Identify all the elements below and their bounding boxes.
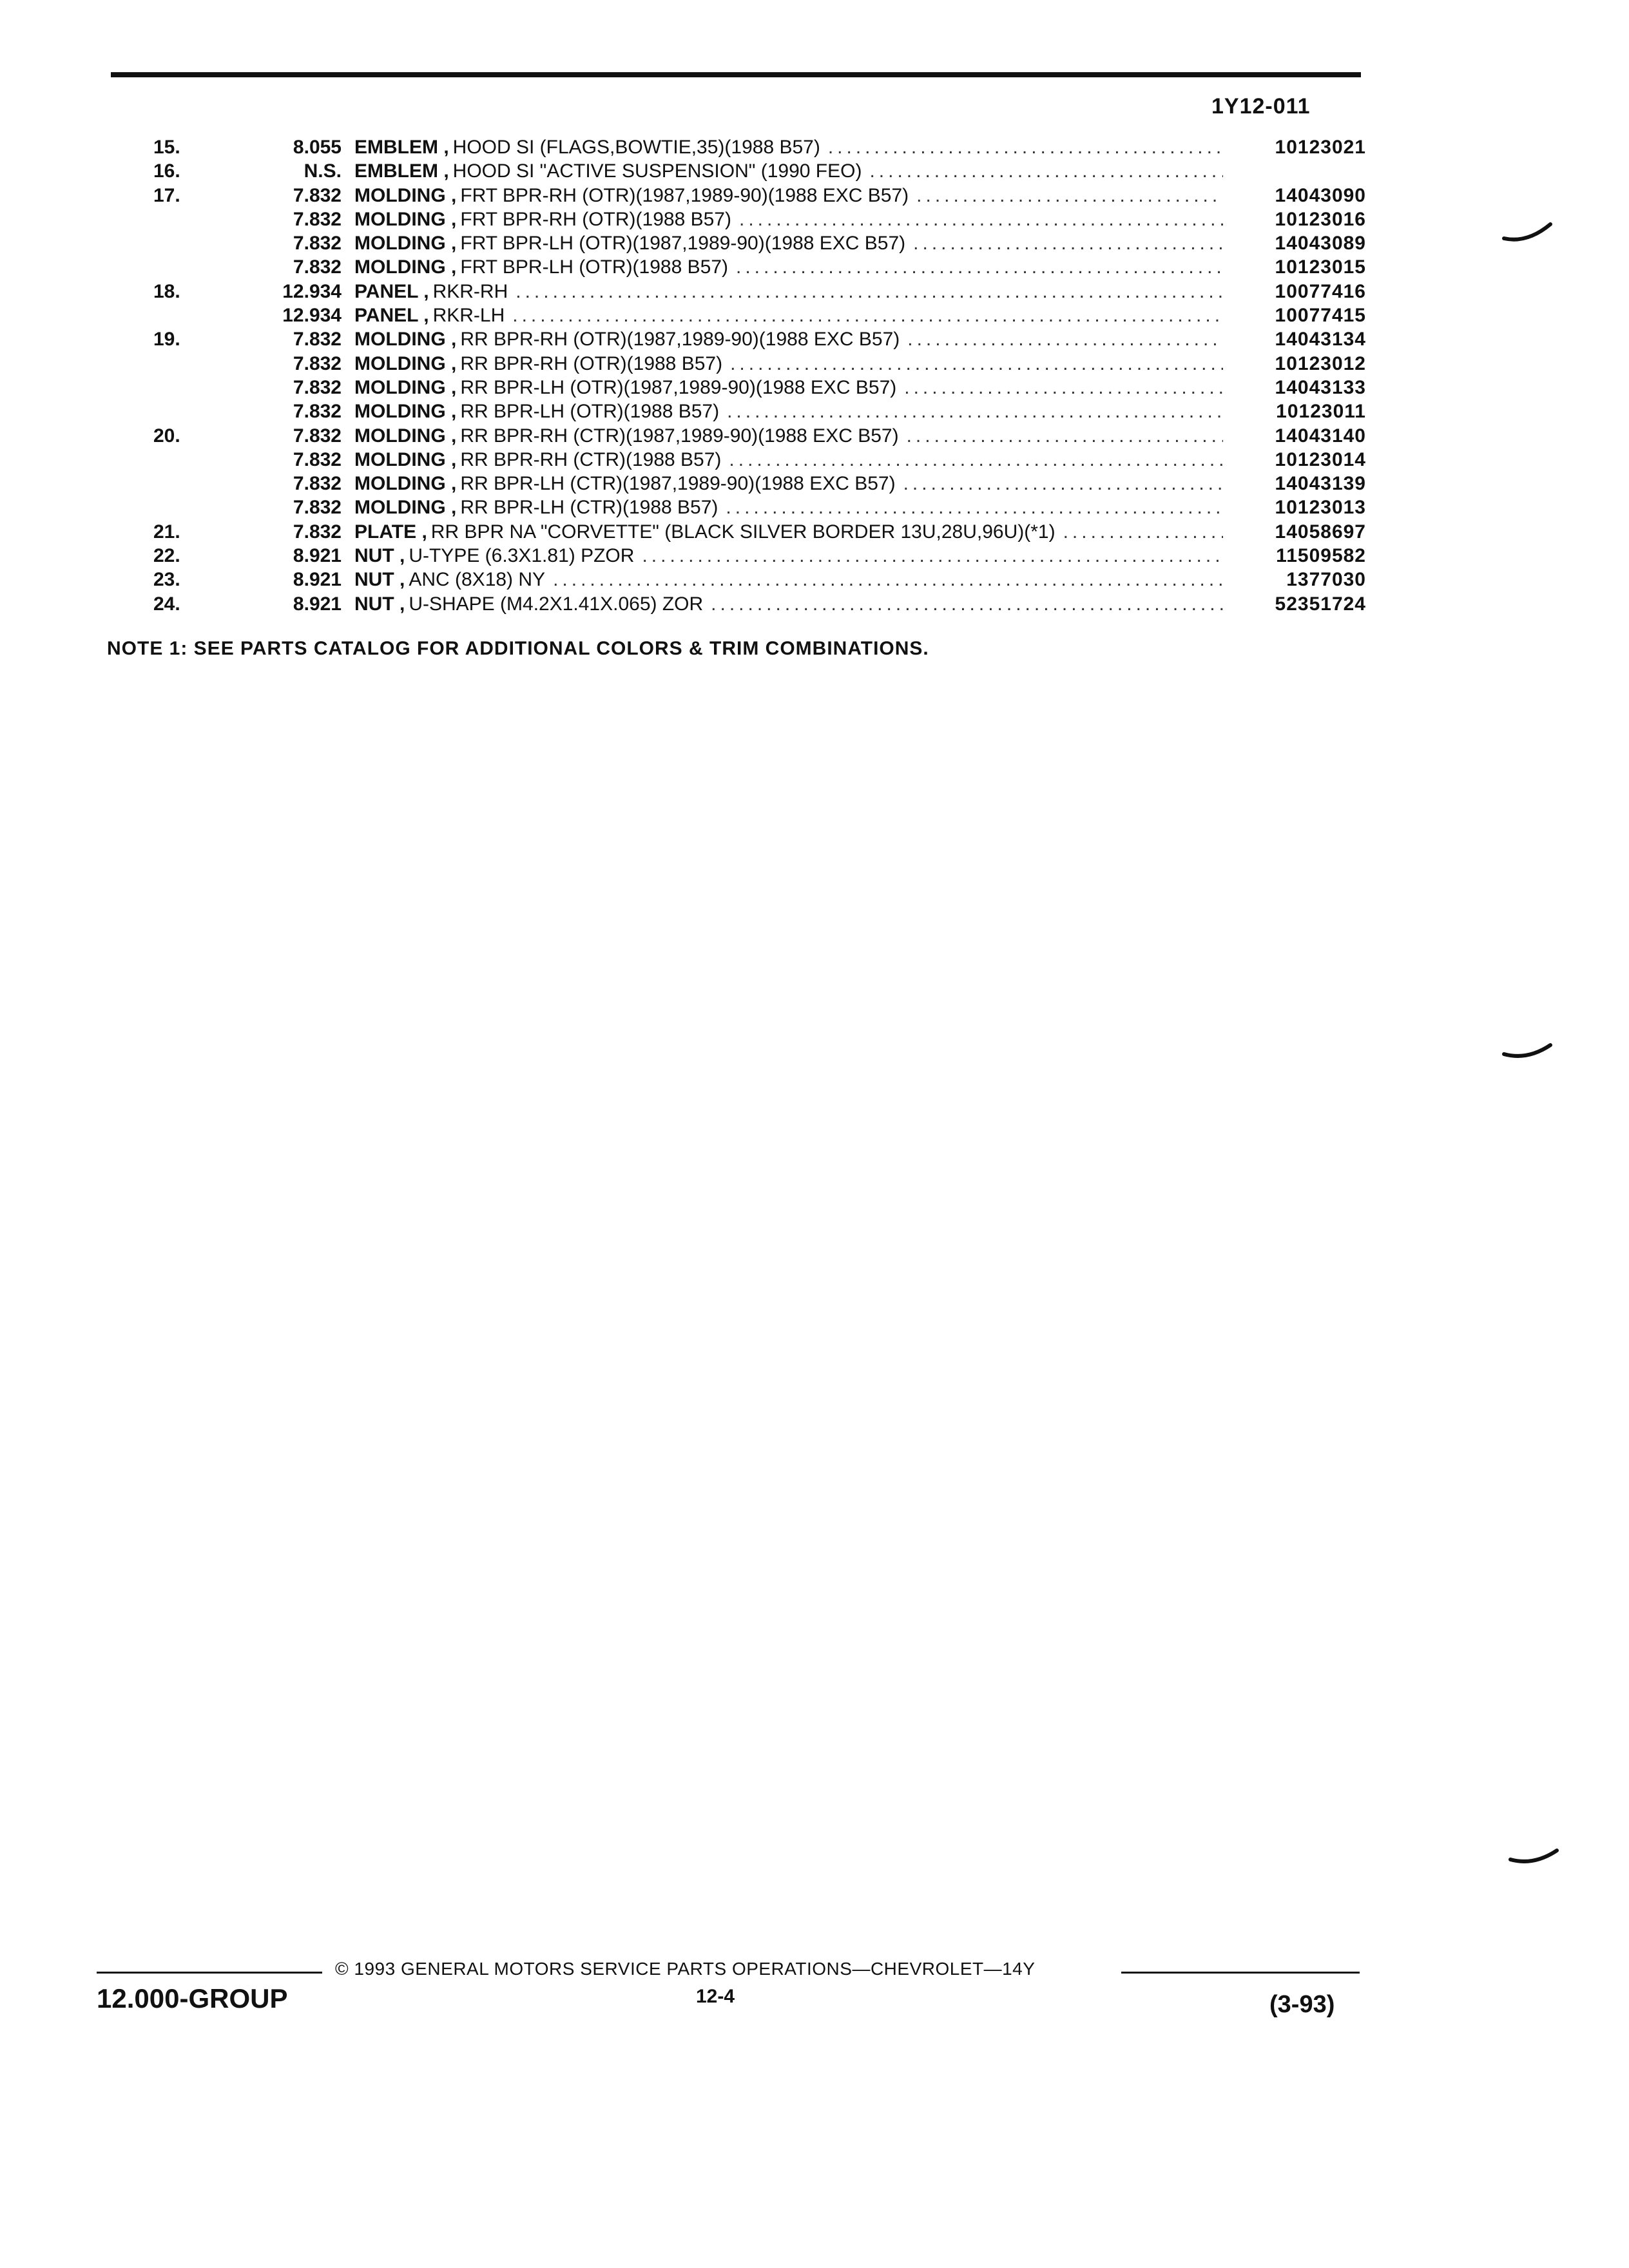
group-number: 7.832 bbox=[293, 208, 342, 230]
group-number: 7.832 bbox=[293, 473, 342, 495]
part-description bbox=[354, 303, 1231, 327]
group-number: 7.832 bbox=[293, 352, 342, 374]
dot-leader bbox=[869, 159, 1223, 183]
part-number: 14058697 bbox=[1275, 521, 1366, 543]
part-detail: RR BPR-RH (OTR)(1987,1989-90)(1988 EXC B57) bbox=[460, 329, 900, 351]
parts-row bbox=[103, 495, 1366, 519]
part-description bbox=[354, 399, 1231, 423]
part-detail: FRT BPR-RH (OTR)(1988 B57) bbox=[460, 208, 731, 230]
part-description bbox=[354, 472, 1231, 495]
dot-leader bbox=[553, 568, 1223, 591]
parts-list bbox=[103, 135, 1366, 616]
parts-row bbox=[103, 544, 1366, 568]
footer-rule-right bbox=[1121, 1972, 1360, 1974]
parts-row bbox=[103, 352, 1366, 376]
item-number: 18. bbox=[153, 280, 180, 302]
top-rule bbox=[111, 72, 1361, 77]
parts-row bbox=[103, 520, 1366, 544]
part-noun: MOLDING , bbox=[354, 256, 457, 278]
parts-row bbox=[103, 135, 1366, 159]
group-number: 7.832 bbox=[293, 329, 342, 351]
dot-leader bbox=[729, 448, 1223, 472]
group-number: 8.921 bbox=[293, 593, 342, 615]
part-detail: U-TYPE (6.3X1.81) PZOR bbox=[409, 545, 635, 567]
item-number: 17. bbox=[153, 184, 180, 206]
part-noun: MOLDING , bbox=[354, 401, 457, 423]
part-number: 14043089 bbox=[1275, 233, 1366, 255]
part-number: 10077415 bbox=[1275, 305, 1366, 327]
parts-row bbox=[103, 424, 1366, 448]
part-detail: RR BPR-LH (CTR)(1988 B57) bbox=[460, 497, 718, 519]
group-number: 8.055 bbox=[293, 137, 342, 158]
parts-row bbox=[103, 159, 1366, 183]
part-number: 10123013 bbox=[1275, 497, 1366, 519]
parts-row bbox=[103, 399, 1366, 423]
part-noun: MOLDING , bbox=[354, 233, 457, 255]
item-number: 24. bbox=[153, 593, 180, 615]
part-description bbox=[354, 327, 1231, 351]
part-detail: RR BPR-RH (CTR)(1987,1989-90)(1988 EXC B57) bbox=[460, 425, 899, 447]
part-noun: PLATE , bbox=[354, 521, 427, 543]
part-description bbox=[354, 495, 1231, 519]
parts-row bbox=[103, 376, 1366, 399]
catalog-code: 1Y12-011 bbox=[1211, 94, 1311, 119]
part-number: 10123021 bbox=[1275, 137, 1366, 158]
part-description bbox=[354, 255, 1231, 279]
group-number: 7.832 bbox=[293, 401, 342, 423]
part-detail: FRT BPR-RH (OTR)(1987,1989-90)(1988 EXC B57) bbox=[460, 184, 909, 206]
parts-row bbox=[103, 568, 1366, 591]
part-noun: EMBLEM , bbox=[354, 160, 449, 182]
part-description bbox=[354, 207, 1231, 231]
catalog-note: NOTE 1: SEE PARTS CATALOG FOR ADDITIONAL COLORS & TRIM COMBINATIONS. bbox=[107, 638, 929, 659]
part-number: 14043133 bbox=[1275, 376, 1366, 398]
part-detail: RR BPR-LH (CTR)(1987,1989-90)(1988 EXC B57) bbox=[460, 473, 896, 495]
part-description bbox=[354, 231, 1231, 255]
part-number: 1377030 bbox=[1286, 569, 1366, 591]
part-detail: HOOD SI "ACTIVE SUSPENSION" (1990 FEO) bbox=[452, 160, 862, 182]
dot-leader bbox=[913, 231, 1223, 255]
part-description bbox=[354, 424, 1231, 448]
part-noun: MOLDING , bbox=[354, 329, 457, 351]
part-number: 11509582 bbox=[1276, 545, 1366, 567]
group-number: 12.934 bbox=[282, 280, 342, 302]
item-number: 15. bbox=[153, 137, 180, 158]
parts-row bbox=[103, 303, 1366, 327]
part-number: 10077416 bbox=[1275, 280, 1366, 302]
parts-row bbox=[103, 448, 1366, 472]
part-noun: EMBLEM , bbox=[354, 137, 449, 158]
part-description bbox=[354, 352, 1231, 376]
group-number: 7.832 bbox=[293, 256, 342, 278]
part-detail: RR BPR-RH (CTR)(1988 B57) bbox=[460, 448, 722, 470]
part-detail: RR BPR NA "CORVETTE" (BLACK SILVER BORDER 13U,28U,96U)(*1) bbox=[430, 521, 1055, 543]
dot-leader bbox=[828, 135, 1223, 159]
item-number: 21. bbox=[153, 521, 180, 543]
part-noun: MOLDING , bbox=[354, 425, 457, 447]
group-number: 7.832 bbox=[293, 376, 342, 398]
part-detail: RKR-LH bbox=[432, 305, 505, 327]
parts-row bbox=[103, 592, 1366, 616]
group-number: 8.921 bbox=[293, 545, 342, 567]
part-description bbox=[354, 135, 1231, 159]
footer-revision-date: (3-93) bbox=[1269, 1991, 1335, 2018]
dot-leader bbox=[907, 327, 1223, 351]
parts-row bbox=[103, 207, 1366, 231]
part-number: 10123015 bbox=[1275, 256, 1366, 278]
dot-leader bbox=[642, 544, 1223, 568]
parts-row bbox=[103, 231, 1366, 255]
group-number: 12.934 bbox=[282, 305, 342, 327]
part-noun: MOLDING , bbox=[354, 376, 457, 398]
part-detail: FRT BPR-LH (OTR)(1987,1989-90)(1988 EXC B57) bbox=[460, 233, 906, 255]
group-number: 7.832 bbox=[293, 184, 342, 206]
group-number: 7.832 bbox=[293, 448, 342, 470]
part-number: 14043090 bbox=[1275, 184, 1366, 206]
item-number: 19. bbox=[153, 329, 180, 351]
part-number: 14043140 bbox=[1275, 425, 1366, 447]
group-number: 8.921 bbox=[293, 569, 342, 591]
part-number: 10123016 bbox=[1275, 208, 1366, 230]
part-number: 14043134 bbox=[1275, 329, 1366, 351]
part-number: 10123014 bbox=[1275, 448, 1366, 470]
dot-leader bbox=[907, 424, 1223, 448]
part-noun: PANEL , bbox=[354, 280, 429, 302]
part-noun: MOLDING , bbox=[354, 473, 457, 495]
dot-leader bbox=[736, 255, 1223, 279]
footer-copyright: © 1993 GENERAL MOTORS SERVICE PARTS OPERATIONS—CHEVROLET—14Y bbox=[335, 1959, 1036, 1979]
part-detail: RKR-RH bbox=[432, 280, 508, 302]
dot-leader bbox=[903, 472, 1223, 495]
part-number: 14043139 bbox=[1275, 473, 1366, 495]
part-detail: RR BPR-RH (OTR)(1988 B57) bbox=[460, 352, 723, 374]
part-description bbox=[354, 159, 1231, 183]
part-description bbox=[354, 376, 1231, 399]
dot-leader bbox=[1063, 520, 1223, 544]
group-number: 7.832 bbox=[293, 497, 342, 519]
binder-punch-mark bbox=[1501, 219, 1553, 245]
part-description bbox=[354, 544, 1231, 568]
item-number: 20. bbox=[153, 425, 180, 447]
part-description bbox=[354, 280, 1231, 303]
dot-leader bbox=[739, 207, 1223, 231]
footer-rule-left bbox=[97, 1972, 322, 1974]
part-noun: NUT , bbox=[354, 545, 405, 567]
part-noun: PANEL , bbox=[354, 305, 429, 327]
item-number: 22. bbox=[153, 545, 180, 567]
dot-leader bbox=[904, 376, 1223, 399]
part-noun: NUT , bbox=[354, 569, 405, 591]
group-number: 7.832 bbox=[293, 233, 342, 255]
dot-leader bbox=[516, 280, 1223, 303]
parts-row bbox=[103, 327, 1366, 351]
part-noun: NUT , bbox=[354, 593, 405, 615]
part-number: 10123012 bbox=[1275, 352, 1366, 374]
dot-leader bbox=[730, 352, 1223, 376]
parts-row bbox=[103, 472, 1366, 495]
part-noun: MOLDING , bbox=[354, 448, 457, 470]
dot-leader bbox=[727, 399, 1223, 423]
group-number: 7.832 bbox=[293, 425, 342, 447]
parts-row bbox=[103, 184, 1366, 207]
part-noun: MOLDING , bbox=[354, 497, 457, 519]
part-detail: U-SHAPE (M4.2X1.41X.065) ZOR bbox=[409, 593, 704, 615]
parts-row bbox=[103, 280, 1366, 303]
part-description bbox=[354, 184, 1231, 207]
dot-leader bbox=[916, 184, 1223, 207]
part-noun: MOLDING , bbox=[354, 352, 457, 374]
parts-row bbox=[103, 255, 1366, 279]
part-description bbox=[354, 448, 1231, 472]
binder-punch-mark bbox=[1501, 1037, 1553, 1063]
group-number: N.S. bbox=[304, 160, 342, 182]
part-description bbox=[354, 592, 1231, 616]
part-noun: MOLDING , bbox=[354, 184, 457, 206]
part-detail: ANC (8X18) NY bbox=[409, 569, 546, 591]
footer-page-number: 12-4 bbox=[696, 1986, 735, 2007]
part-detail: RR BPR-LH (OTR)(1988 B57) bbox=[460, 401, 720, 423]
part-detail: RR BPR-LH (OTR)(1987,1989-90)(1988 EXC B57) bbox=[460, 376, 897, 398]
part-number: 10123011 bbox=[1276, 401, 1366, 423]
group-number: 7.832 bbox=[293, 521, 342, 543]
part-detail: FRT BPR-LH (OTR)(1988 B57) bbox=[460, 256, 728, 278]
part-number: 52351724 bbox=[1275, 593, 1366, 615]
dot-leader bbox=[512, 303, 1223, 327]
part-description bbox=[354, 568, 1231, 591]
item-number: 16. bbox=[153, 160, 180, 182]
dot-leader bbox=[711, 592, 1223, 616]
footer-group-label: 12.000-GROUP bbox=[97, 1983, 288, 2013]
part-detail: HOOD SI (FLAGS,BOWTIE,35)(1988 B57) bbox=[452, 137, 820, 158]
part-noun: MOLDING , bbox=[354, 208, 457, 230]
binder-punch-mark bbox=[1508, 1843, 1559, 1869]
dot-leader bbox=[726, 495, 1223, 519]
item-number: 23. bbox=[153, 569, 180, 591]
part-description bbox=[354, 520, 1231, 544]
